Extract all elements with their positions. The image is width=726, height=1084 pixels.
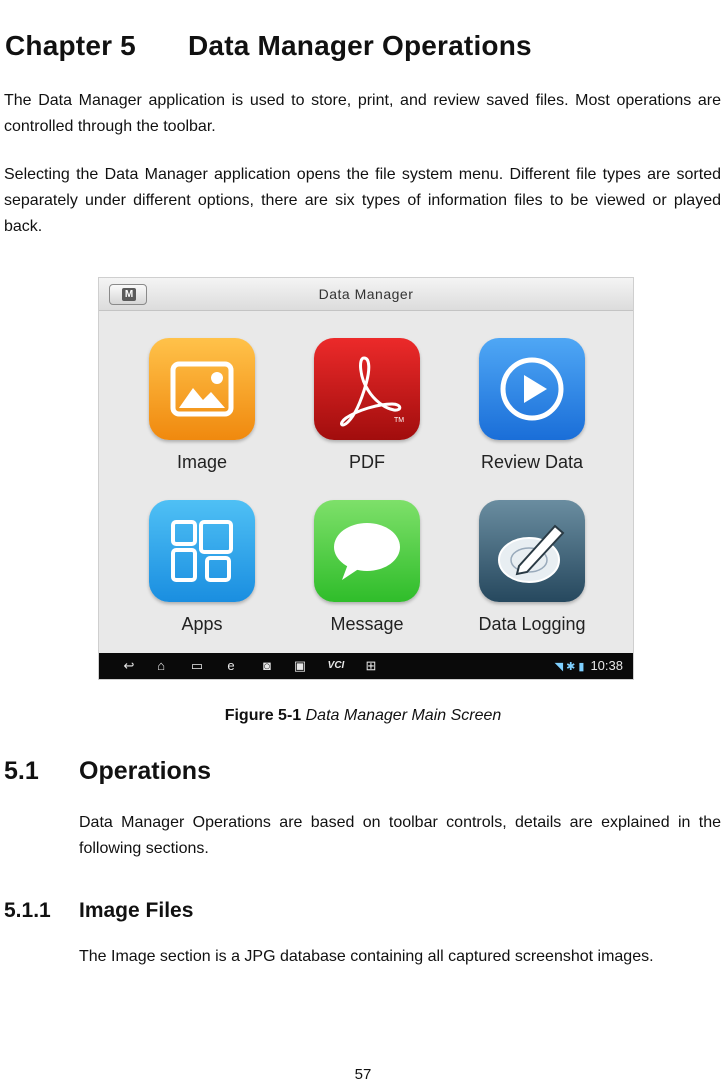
- app-data-logging[interactable]: [467, 500, 597, 635]
- browser-icon[interactable]: e: [227, 658, 235, 673]
- svg-text:TM: TM: [394, 417, 405, 424]
- speech-bubble-icon: [314, 500, 420, 602]
- section-number: 5.1: [4, 757, 39, 785]
- app-label: Apps: [181, 614, 223, 634]
- intro-paragraph-2: Selecting the Data Manager application opens the file system menu. Different file types are sorted separately under different options, there are six types of information files to be viewed or played back.: [4, 166, 721, 235]
- pdf-icon: [314, 338, 420, 440]
- section-heading: [4, 757, 211, 786]
- chapter-number: Chapter 5: [5, 30, 136, 61]
- subsection-body: The Image section is a JPG database containing all captured screenshot images.: [79, 948, 654, 965]
- app-image[interactable]: [137, 338, 267, 473]
- clock: 10:38: [590, 658, 623, 673]
- app-label: Review Data: [480, 452, 584, 472]
- app-label: Data Logging: [478, 614, 586, 634]
- app-label: PDF: [349, 452, 385, 472]
- apps-grid-icon: [149, 500, 255, 602]
- back-icon[interactable]: ↩: [123, 658, 135, 673]
- vci-icon[interactable]: VCI: [327, 660, 345, 671]
- figure-title: Data Manager Main Screen: [305, 707, 502, 724]
- app-pdf[interactable]: [302, 338, 432, 473]
- app-review-data[interactable]: [467, 338, 597, 473]
- signal-icon: ◥ ✱ ▮: [554, 661, 585, 673]
- section-title: Operations: [79, 757, 211, 785]
- screen-titlebar: [99, 278, 633, 311]
- pen-disc-icon: [479, 500, 585, 602]
- grid-icon[interactable]: ⊞: [365, 658, 377, 673]
- app-message[interactable]: [302, 500, 432, 635]
- home-nav-icon[interactable]: ⌂: [157, 658, 165, 673]
- screenshot-icon[interactable]: ▣: [293, 658, 307, 673]
- recent-apps-icon[interactable]: ▭: [190, 658, 204, 673]
- chapter-title: [5, 30, 532, 62]
- app-apps[interactable]: [137, 500, 267, 635]
- image-icon: [149, 338, 255, 440]
- play-icon: [479, 338, 585, 440]
- subsection-number: 5.1.1: [4, 899, 51, 922]
- section-body: Data Manager Operations are based on toolbar controls, details are explained in the following sections.: [79, 814, 721, 857]
- figure-caption: [0, 707, 726, 725]
- figure-label: Figure 5-1: [224, 707, 302, 724]
- intro-paragraph-1: The Data Manager application is used to store, print, and review saved files. Most operations are controlled through the toolbar.: [4, 92, 721, 135]
- android-navbar: [99, 653, 633, 679]
- page-number: 57: [354, 1066, 372, 1083]
- camera-icon[interactable]: ◙: [263, 658, 271, 673]
- chapter-name: Data Manager Operations: [188, 30, 532, 61]
- home-icon: M: [122, 288, 136, 301]
- status-area: [555, 658, 623, 675]
- app-label: Message: [330, 614, 404, 634]
- subsection-heading: [4, 899, 193, 923]
- app-label: Image: [176, 452, 228, 472]
- data-manager-screenshot: [98, 277, 634, 680]
- subsection-title: Image Files: [79, 899, 194, 922]
- screen-title: Data Manager: [318, 286, 414, 302]
